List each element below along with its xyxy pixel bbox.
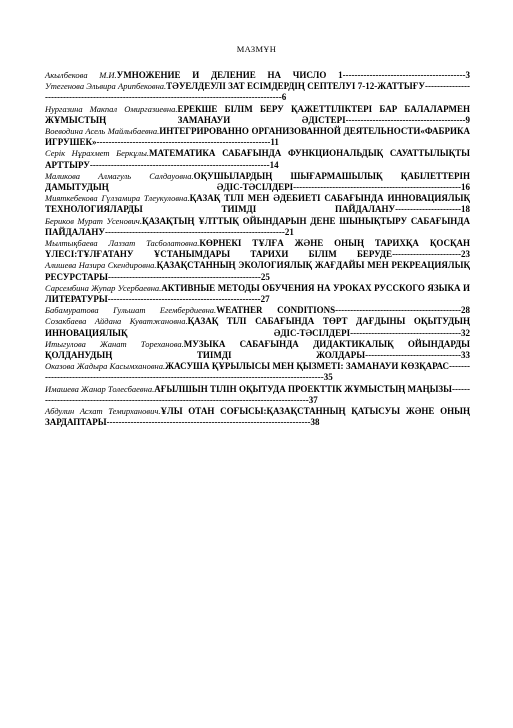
toc-entry-author: Созакбаева Айдана Куватжановна.	[45, 316, 188, 327]
toc-entry-page-number: 9	[465, 114, 470, 125]
toc-entry-leader: ----------------------------------------	[345, 114, 466, 125]
toc-entry-author: Имашева Жанар Толесбаевна.	[45, 383, 155, 394]
toc-entry-title: АҒЫЛШЫН ТІЛІН ОҚЫТУДА ПРОЕКТТІК ЖҰМЫСТЫҢ МАҢЫЗЫ	[154, 383, 452, 394]
toc-entry-title: ҚАЗАҚ ТІЛІ САБАҒЫНДА ТӨРТ ДАҒДЫНЫ ОҚЫТУДЫҢ ИННОВАЦИЯЛЫҚ ӘДІС-ТӘСІЛДЕРІ	[45, 316, 471, 338]
toc-entry-leader: ----------------------	[395, 204, 461, 215]
toc-entry-page-number: 33	[461, 350, 470, 361]
page-title: МАЗМҰН	[236, 44, 277, 54]
toc-entry-author: Воеводина Асель Майлыбаевна.	[45, 126, 160, 137]
toc-entry[interactable]	[45, 384, 470, 406]
toc-entry-page-number: 6	[281, 92, 287, 103]
toc-entry-title: ҚАЗАҚ ТІЛІ МЕН ӘДЕБИЕТІ САБАҒЫНДА ИННОВАЦИЯЛЫҚ ТЕХНОЛОГИЯЛАРДЫ ТИІМДІ ПАЙДАЛАНУ	[45, 193, 470, 215]
toc-entry-title: ЕРЕКШЕ БІЛІМ БЕРУ ҚАЖЕТТІЛІКТЕРІ БАР БАЛАЛАРМЕН ЖҰМЫСТЫҢ ЗАМАНАУИ ӘДІСТЕРІ	[45, 103, 470, 125]
toc-entry-author: Алишева Назира Скендировна.	[45, 260, 157, 271]
toc-entry-page-number: 28	[461, 305, 470, 316]
toc-entry[interactable]	[45, 339, 470, 361]
toc-entry-leader: ---------------------------------------------------	[107, 271, 261, 282]
toc-entry-page-number: 32	[461, 327, 470, 338]
toc-entry-leader: -----------------------------------------	[342, 70, 466, 80]
toc-entry-title: МАТЕМАТИКА САБАҒЫНДА ФУНКЦИОНАЛЬДЫҚ САУАТТЫЛЫҚТЫ АРТТЫРУ	[45, 148, 470, 170]
toc-entry-page-number: 14	[269, 159, 279, 170]
toc-entry[interactable]	[45, 238, 470, 260]
toc-entry[interactable]	[45, 316, 470, 338]
toc-entry[interactable]	[45, 126, 470, 148]
toc-entry-page-number: 3	[465, 70, 470, 80]
toc-entry-title: ҚАЗАҚТЫҢ ҰЛТТЫҚ ОЙЫНДАРЫН ДЕНЕ ШЫНЫҚТЫРУ САБАҒЫНДА ПАЙДАЛАНУ	[45, 215, 470, 237]
toc-entry-leader: --------------------------------	[365, 350, 461, 361]
toc-entry-title: ҰЛЫ ОТАН СОҒЫСЫ:ҚАЗАҚСТАННЫҢ ҚАТЫСУЫ ЖӘНЕ ОНЫҢ ЗАРДАПТАРЫ	[45, 406, 470, 428]
toc-entry-leader: ----------------------------------------------------------------------------------------------------	[45, 361, 470, 383]
toc-entry-author: Нургазина Макпал Омиргазиевна.	[45, 103, 178, 114]
toc-entry-leader: --------------------------------------------------------	[293, 182, 461, 193]
toc-entry[interactable]	[45, 283, 470, 305]
toc-entry-title: КӨРНЕКІ ТҰЛҒА ЖӘНЕ ОНЫҢ ТАРИХҚА ҚОСҚАН ҮЛЕСІ:ТҰЛҒАТАНУ ҰСТАНЫМДАРЫ ТАРИХИ БІЛІМ БЕРУДЕ	[45, 238, 470, 260]
toc-entry-title: УМНОЖЕНИЕ И ДЕЛЕНИЕ НА ЧИСЛО 1	[116, 70, 343, 80]
toc-entry-title: ОҚУШЫЛАРДЫҢ ШЫҒАРМАШЫЛЫҚ ҚАБІЛЕТТЕРІН ДАМЫТУДЫҢ ӘДІС-ТӘСІЛДЕРІ	[45, 170, 470, 193]
toc-entry-author: Оказова Жадыра Касымхановна.	[45, 361, 166, 372]
toc-entry-author: Бабамуратова Гульшат Егембердиевна.	[45, 305, 217, 316]
toc-entry[interactable]	[45, 171, 470, 193]
toc-entry-leader: ------------------------------------------------------------	[89, 159, 270, 170]
toc-entry[interactable]	[45, 260, 470, 282]
toc-entry[interactable]	[45, 148, 470, 170]
toc-entry-page-number: 16	[461, 182, 470, 193]
toc-entry[interactable]	[45, 406, 470, 428]
toc-entry-leader: ------------------------------------------	[335, 305, 461, 316]
toc-entry-page-number: 21	[284, 226, 294, 237]
toc-entry-leader: ------------------------------------------------------------	[105, 226, 285, 237]
toc-entry-author: Серік Нұрахмет Беркұлы.	[45, 148, 149, 159]
toc-entry-leader: ----------------------------------------------------------	[96, 137, 271, 148]
toc-entry-page-number: 38	[310, 417, 320, 428]
toc-entry-title: МУЗЫКА САБАҒЫНДА ДИДАКТИКАЛЫҚ ОЙЫНДАРДЫ ҚОЛДАНУДЫҢ ТИІМДІ ЖОЛДАРЫ	[45, 338, 470, 361]
toc-entry-page-number: 35	[323, 372, 333, 383]
toc-entry[interactable]	[45, 361, 470, 383]
toc-entry-leader: ----------------------------------------------------------------------------------------------	[45, 81, 470, 103]
toc-entry-leader: -----------------------	[392, 249, 461, 260]
toc-entry-page-number: 37	[308, 394, 318, 405]
toc-entry-page-number: 25	[260, 271, 270, 282]
toc-entry-leader: --------------------------------------------------------------------	[106, 417, 311, 428]
toc-entry-title: ЖАСУША ҚҰРЫЛЫСЫ МЕН ҚЫЗМЕТІ: ЗАМАНАУИ КӨЗҚАРАС	[165, 361, 450, 372]
table-of-contents	[45, 70, 470, 429]
toc-entry-title: АКТИВНЫЕ МЕТОДЫ ОБУЧЕНИЯ НА УРОКАХ РУССКОГО ЯЗЫКА И ЛИТЕРАТУРЫ	[45, 282, 470, 305]
toc-entry[interactable]	[45, 70, 470, 81]
toc-entry-page-number: 18	[461, 204, 470, 215]
toc-entry-leader: -------------------------------------	[350, 327, 461, 338]
toc-entry-author: Мылтықбаева Лаззат Тасболатовна.	[45, 238, 200, 249]
toc-entry-page-number: 11	[270, 137, 279, 148]
toc-entry-author: Бериков Мурат Усенович.	[45, 215, 142, 226]
toc-entry[interactable]	[45, 104, 470, 126]
toc-entry-author: Маликова Алмагуль Салдауовна.	[45, 170, 194, 181]
toc-entry-title: WEATHER CONDITIONS	[216, 305, 336, 316]
toc-entry-title: ҚАЗАҚСТАННЫҢ ЭКОЛОГИЯЛЫҚ ЖАҒДАЙЫ МЕН РЕКРЕАЦИЯЛЫҚ РЕСУРСТАРЫ	[45, 260, 470, 282]
toc-entry[interactable]	[45, 305, 470, 316]
toc-entry[interactable]	[45, 193, 470, 215]
toc-entry-author: Итыгулова Жанат Тореханова.	[45, 338, 184, 349]
toc-entry-author: Сарсембина Жупар Усербаевна.	[45, 282, 162, 293]
toc-entry-title: ИНТЕГРИРОВАННО ОРГАНИЗОВАННОЙ ДЕЯТЕЛЬНОСТИ«ФАБРИКА ИГРУШЕК»	[45, 126, 470, 148]
toc-entry-page-number: 27	[260, 294, 270, 305]
toc-entry-leader: ----------------------------------------------------------------------------------------------	[45, 383, 470, 405]
toc-entry[interactable]	[45, 216, 470, 238]
toc-entry-leader: ---------------------------------------------------	[107, 294, 261, 305]
toc-entry-author: Утегенова Эльвира Арипбековна.	[45, 81, 167, 92]
toc-entry[interactable]	[45, 81, 470, 103]
toc-entry-page-number: 23	[461, 249, 470, 260]
toc-entry-title: ТӘУЕЛДЕУЛІ ЗАТ ЕСІМДЕРДІҢ СЕПТЕЛУІ 7-12-ЖАТТЫҒУ	[166, 81, 426, 92]
toc-entry-author: Абдулин Асхат Темирханович.	[45, 406, 161, 417]
toc-entry-author: Мияткебекова Гүлзамира Тлеукуловна.	[45, 193, 190, 204]
toc-entry-author: Акылбекова М.И.	[45, 70, 117, 80]
